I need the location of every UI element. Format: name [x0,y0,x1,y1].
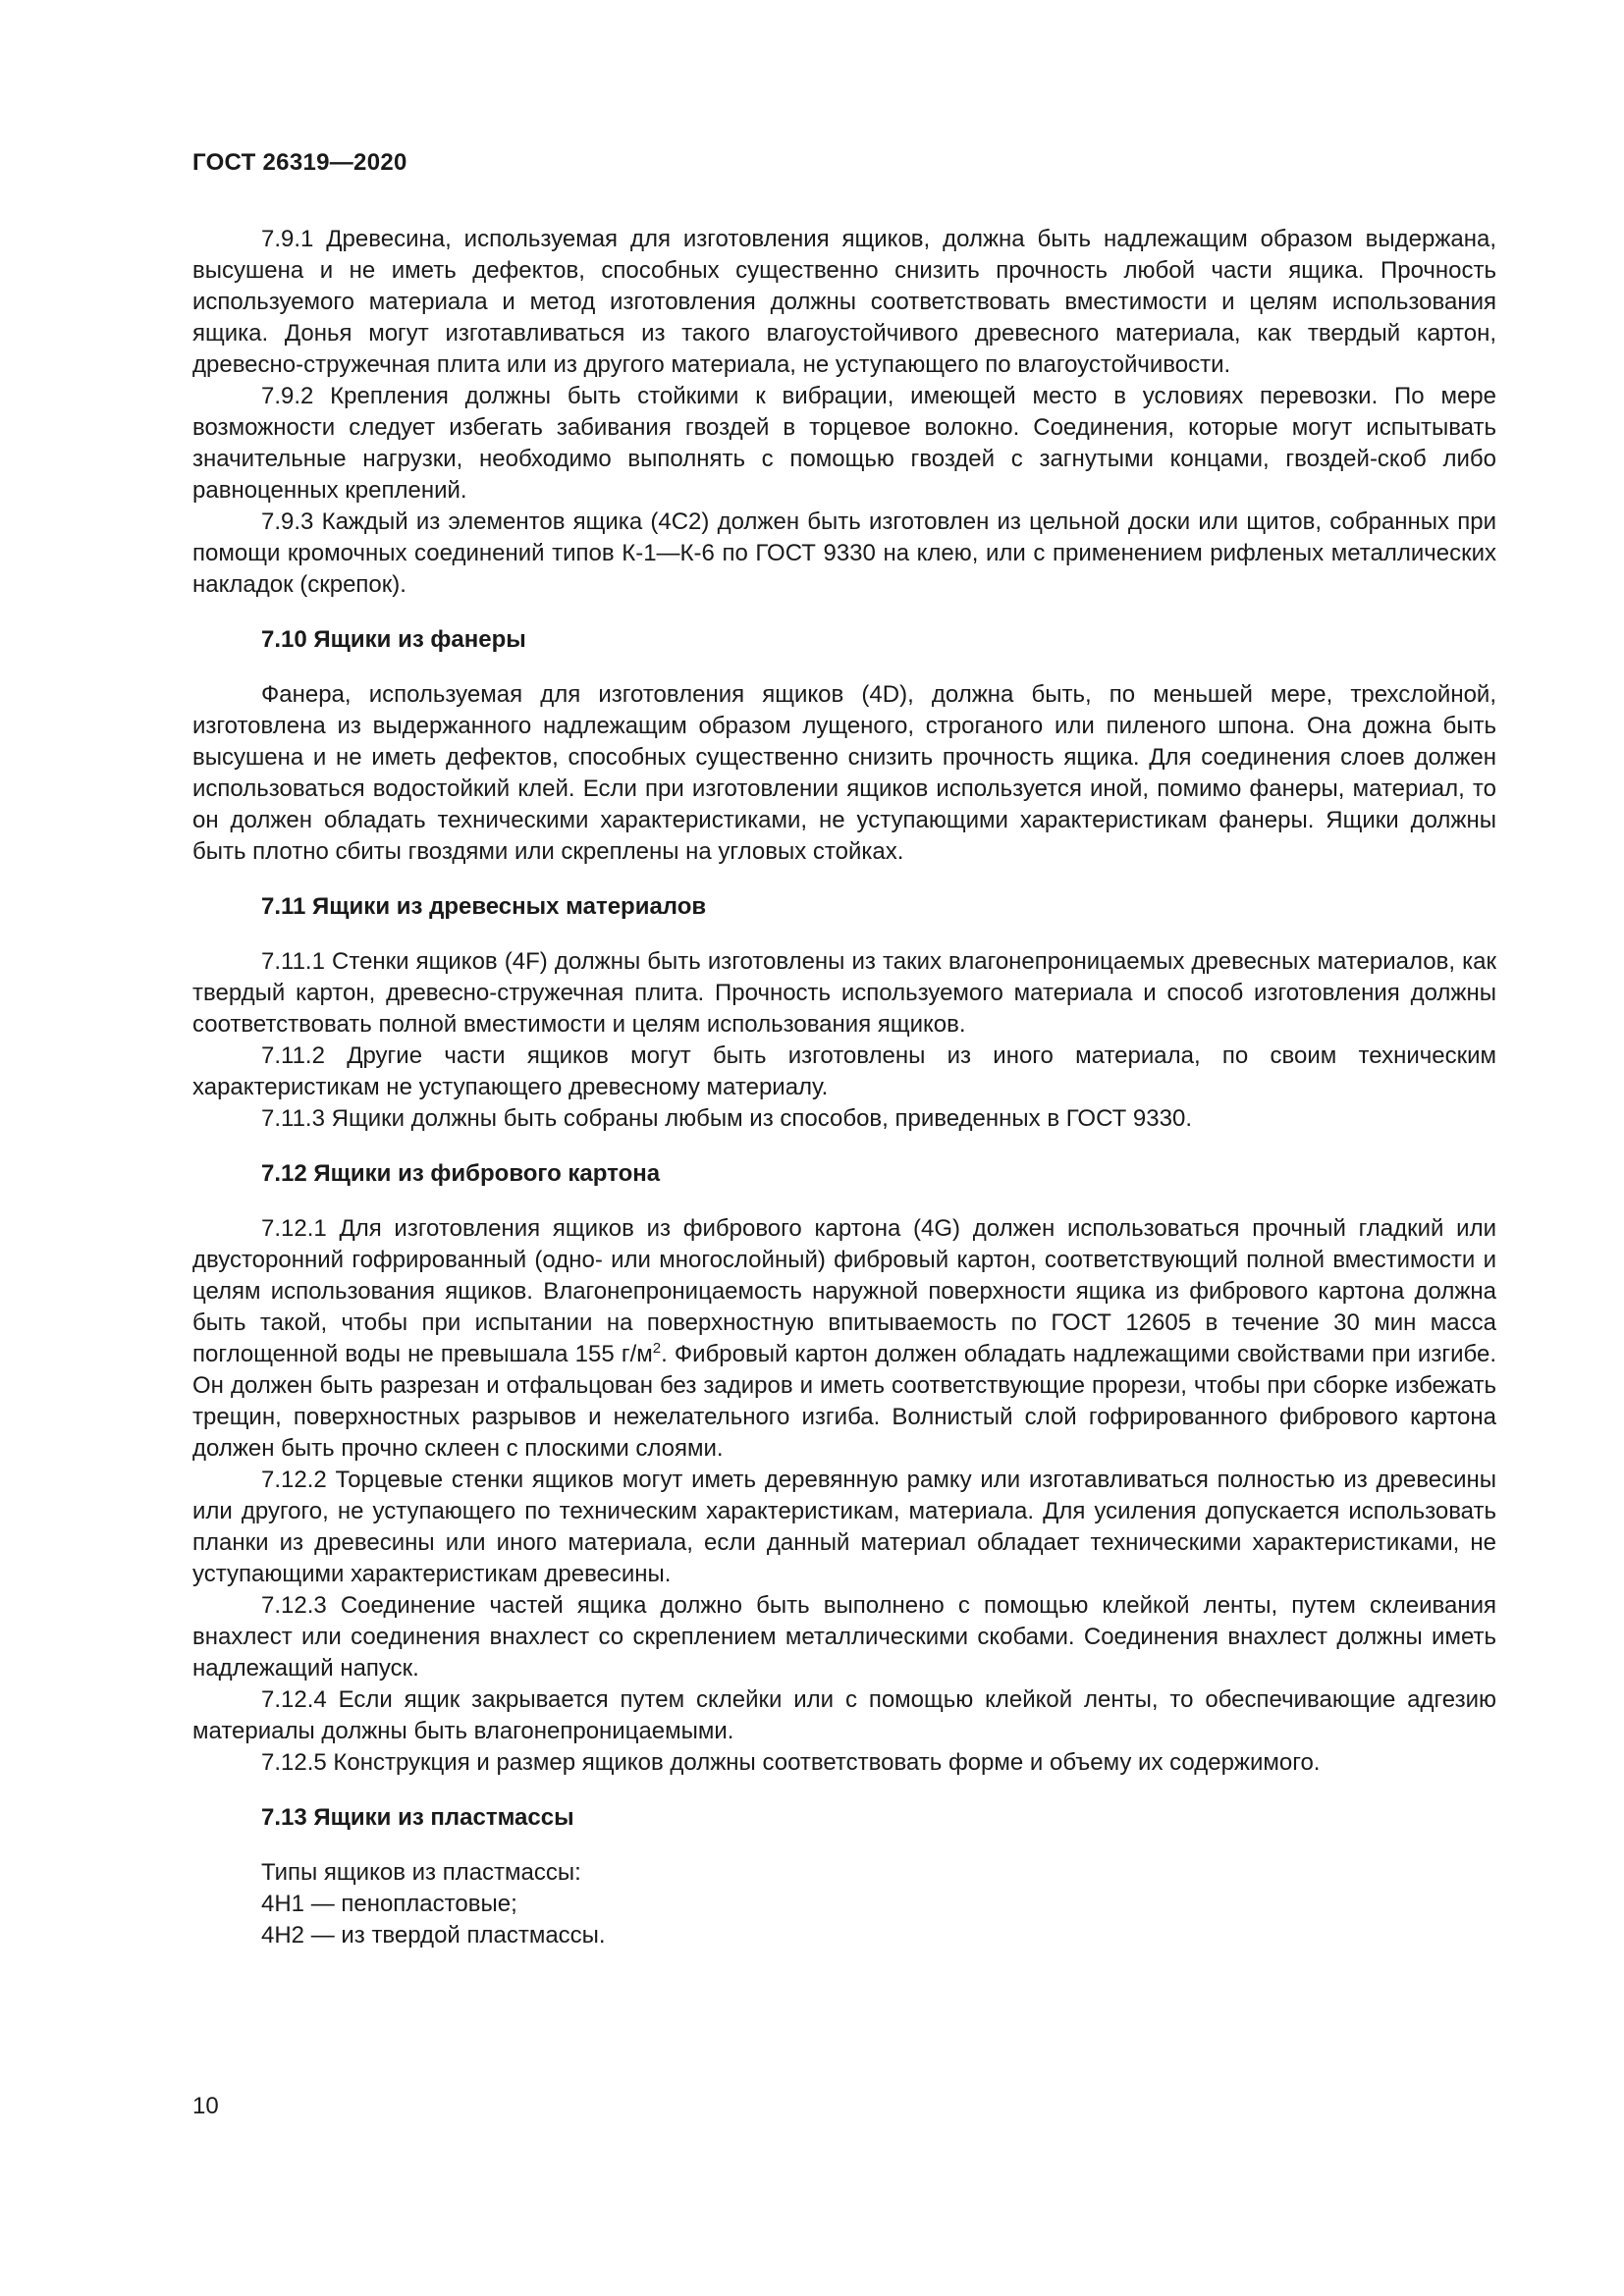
paragraph-7-12-1-part-b: . Фибровый картон должен обладать надлежащими свойствами при изгибе. Он должен быть разрезан и отфальцован без задиров и иметь соответствующие прорези, чтобы при сборке избежать трещин, поверхностных разрывов и нежелательного изгиба. Волнистый слой гофрированного фибрового картона должен быть прочно склеен с плоскими слоями. [192,1341,1496,1462]
paragraph-7-12-4: 7.12.4 Если ящик закрывается путем склейки или с помощью клейкой ленты, то обеспечивающие адгезию материалы должны быть влагонепроницаемыми. [192,1686,1496,1744]
paragraph-7-11-2: 7.11.2 Другие части ящиков могут быть изготовлены из иного материала, по своим техническим характеристикам не уступающего древесному материалу. [192,1042,1496,1100]
section-heading-7-11: 7.11 Ящики из древесных материалов [261,893,707,920]
paragraph-7-9-2: 7.9.2 Крепления должны быть стойкими к вибрации, имеющей место в условиях перевозки. По мере возможности следует избегать забивания гвоздей в торцевое волокно. Соединения, которые могут испытывать значительные нагрузки, необходимо выполнять с помощью гвоздей с загнутыми концами, гвоздей-скоб либо равноценных креплений. [192,383,1496,504]
document-header-title: ГОСТ 26319—2020 [192,149,407,176]
document-body [192,224,1496,1951]
section-heading-7-12: 7.12 Ящики из фибрового картона [261,1160,661,1187]
section-heading-7-10: 7.10 Ящики из фанеры [261,626,526,653]
paragraph-7-11-3: 7.11.3 Ящики должны быть собраны любым из способов, приведенных в ГОСТ 9330. [261,1105,1192,1132]
paragraph-7-10: Фанера, используемая для изготовления ящиков (4D), должна быть, по меньшей мере, трехслойной, изготовлена из выдержанного надлежащим образом лущеного, строганого или пиленого шпона. Она дожна быть высушена и не иметь дефектов, способных существенно снизить прочность ящика. Для соединения слоев должен использоваться водостойкий клей. Если при изготовлении ящиков используется иной, помимо фанеры, материал, то он должен обладать техническими характеристиками, не уступающими характеристикам фанеры. Ящики должны быть плотно сбиты гвоздями или скреплены на угловых стойках. [192,681,1496,865]
paragraph-7-12-1 [192,1213,1496,1465]
superscript-exponent: 2 [652,1340,662,1357]
list-item-4h2: 4Н2 — из твердой пластмассы. [261,1922,606,1949]
list-item-4h1: 4Н1 — пенопластовые; [261,1891,517,1917]
paragraph-7-11-1: 7.11.1 Стенки ящиков (4F) должны быть изготовлены из таких влагонепроницаемых древесных материалов, как твердый картон, древесно-стружечная плита. Прочность используемого материала и способ изготовления должны соответствовать полной вместимости и целям использования ящиков. [192,948,1496,1038]
paragraph-7-12-1-part-a: 7.12.1 Для изготовления ящиков из фибрового картона (4G) должен использоваться прочный гладкий или двусторонний гофрированный (одно- или многослойный) фибровый картон, соответствующий полной вместимости и целям использования ящиков. Влагонепроницаемость наружной поверхности ящика из фибрового картона должна быть такой, чтобы при испытании на поверхностную впитываемость по ГОСТ 12605 в течение 30 мин масса поглощенной воды не превышала 155 г/м [192,1215,1496,1367]
paragraph-7-12-2: 7.12.2 Торцевые стенки ящиков могут иметь деревянную рамку или изготавливаться полностью из древесины или другого, не уступающего по техническим характеристикам, материала. Для усиления допускается использовать планки из древесины или иного материала, если данный материал обладает техническими характеристиками, не уступающими характеристикам древесины. [192,1467,1496,1587]
paragraph-7-12-5: 7.12.5 Конструкция и размер ящиков должны соответствовать форме и объему их содержимого. [261,1749,1321,1776]
section-heading-7-13: 7.13 Ящики из пластмассы [261,1804,574,1831]
list-intro-plastic-types: Типы ящиков из пластмассы: [261,1859,581,1886]
paragraph-7-9-1: 7.9.1 Древесина, используемая для изготовления ящиков, должна быть надлежащим образом выдержана, высушена и не иметь дефектов, способных существенно снизить прочность любой части ящика. Прочность используемого материала и метод изготовления должны соответствовать вместимости и целям использования ящика. Донья могут изготавливаться из такого влагоустойчивого древесного материала, как твердый картон, древесно-стружечная плита или из другого материала, не уступающего по влагоустойчивости. [192,226,1496,378]
paragraph-7-9-3: 7.9.3 Каждый из элементов ящика (4С2) должен быть изготовлен из цельной доски или щитов, собранных при помощи кромочных соединений типов К-1—К-6 по ГОСТ 9330 на клею, или с применением рифленых металлических накладок (скрепок). [192,508,1496,598]
paragraph-7-12-3: 7.12.3 Соединение частей ящика должно быть выполнено с помощью клейкой ленты, путем склеивания внахлест или соединения внахлест со скреплением металлическими скобами. Соединения внахлест должны иметь надлежащий напуск. [192,1592,1496,1682]
page-number: 10 [192,2093,219,2119]
